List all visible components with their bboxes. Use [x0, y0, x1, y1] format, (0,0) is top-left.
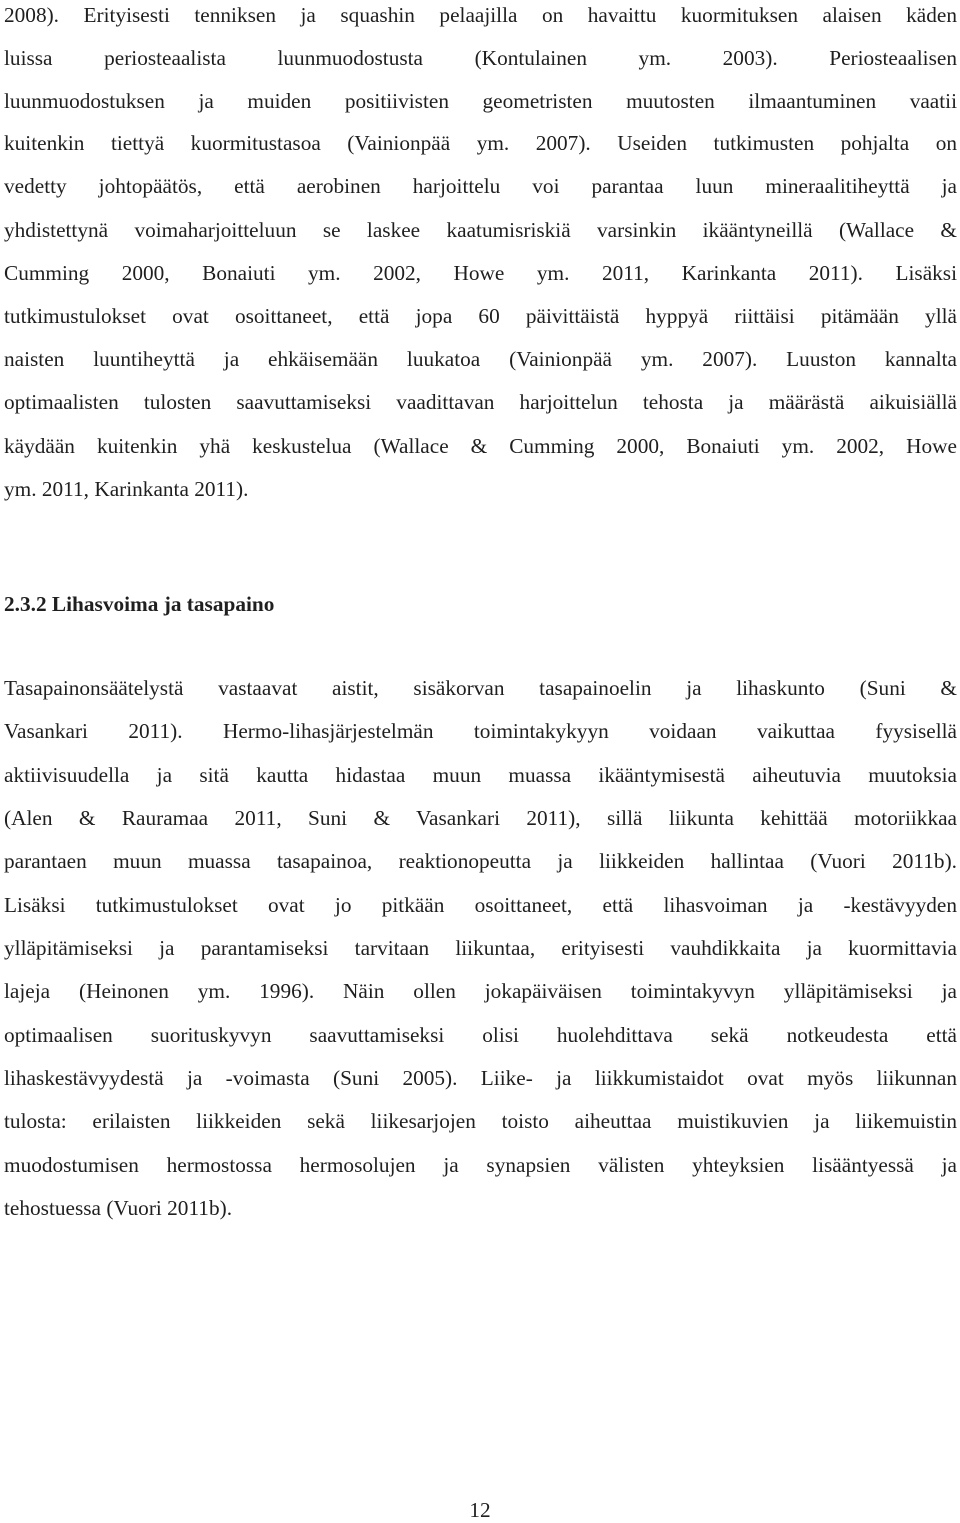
text-line: tehostuessa (Vuori 2011b).	[4, 1196, 233, 1220]
text-line: (Alen & Rauramaa 2011, Suni & Vasankari 2011), sillä liikunta kehittää motoriikkaa	[4, 806, 957, 830]
text-line: ylläpitämiseksi ja parantamiseksi tarvitaan liikuntaa, erityisesti vauhdikkaita ja kuormittavia	[4, 936, 957, 960]
text-line: lihaskestävyydestä ja -voimasta (Suni 2005). Liike- ja liikkumistaidot ovat myös liikunnan	[4, 1066, 957, 1090]
text-line: muodostumisen hermostossa hermosolujen ja synapsien välisten yhteyksien lisääntyessä ja	[4, 1153, 957, 1177]
text-line: Lisäksi tutkimustulokset ovat jo pitkään osoittaneet, että lihasvoiman ja -kestävyyden	[4, 893, 957, 917]
text-line: luissa periosteaalista luunmuodostusta (Kontulainen ym. 2003). Periosteaalisen	[4, 46, 957, 70]
text-line: käydään kuitenkin yhä keskustelua (Wallace & Cumming 2000, Bonaiuti ym. 2002, Howe	[4, 434, 957, 458]
text-line: tutkimustulokset ovat osoittaneet, että jopa 60 päivittäistä hyppyä riittäisi pitämään yllä	[4, 304, 957, 328]
section-heading: 2.3.2 Lihasvoima ja tasapaino	[4, 592, 275, 616]
text-line: parantaen muun muassa tasapainoa, reaktionopeutta ja liikkeiden hallintaa (Vuori 2011b).	[4, 849, 957, 873]
text-line: optimaalisten tulosten saavuttamiseksi vaadittavan harjoittelun tehosta ja määrästä aikuisiällä	[4, 390, 957, 414]
text-line: Cumming 2000, Bonaiuti ym. 2002, Howe ym. 2011, Karinkanta 2011). Lisäksi	[4, 261, 957, 285]
text-line: vedetty johtopäätös, että aerobinen harjoittelu voi parantaa luun mineraalitiheyttä ja	[4, 174, 957, 198]
text-line: Tasapainonsäätelystä vastaavat aistit, sisäkorvan tasapainoelin ja lihaskunto (Suni &	[4, 676, 957, 700]
text-line: yhdistettynä voimaharjoitteluun se laskee kaatumisriskiä varsinkin ikääntyneillä (Wallace &	[4, 218, 957, 242]
text-line: tulosta: erilaisten liikkeiden sekä liikesarjojen toisto aiheuttaa muistikuvien ja liikemuistin	[4, 1109, 957, 1133]
text-line: ym. 2011, Karinkanta 2011).	[4, 477, 249, 501]
text-line: Vasankari 2011). Hermo-lihasjärjestelmän toimintakykyyn voidaan vaikuttaa fyysisellä	[4, 719, 957, 743]
text-line: kuitenkin tiettyä kuormitustasoa (Vainionpää ym. 2007). Useiden tutkimusten pohjalta on	[4, 131, 957, 155]
text-line: 2008). Erityisesti tenniksen ja squashin pelaajilla on havaittu kuormituksen alaisen käden	[4, 3, 957, 27]
text-line: lajeja (Heinonen ym. 1996). Näin ollen jokapäiväisen toimintakyvyn ylläpitämiseksi ja	[4, 979, 957, 1003]
text-line: naisten luuntiheyttä ja ehkäisemään luukatoa (Vainionpää ym. 2007). Luuston kannalta	[4, 347, 957, 371]
text-line: aktiivisuudella ja sitä kautta hidastaa muun muassa ikääntymisestä aiheutuvia muutoksia	[4, 763, 957, 787]
text-line: luunmuodostuksen ja muiden positiivisten geometristen muutosten ilmaantuminen vaatii	[4, 89, 957, 113]
page-number: 12	[469, 1498, 491, 1522]
text-line: optimaalisen suorituskyvyn saavuttamiseksi olisi huolehdittava sekä notkeudesta että	[4, 1023, 957, 1047]
